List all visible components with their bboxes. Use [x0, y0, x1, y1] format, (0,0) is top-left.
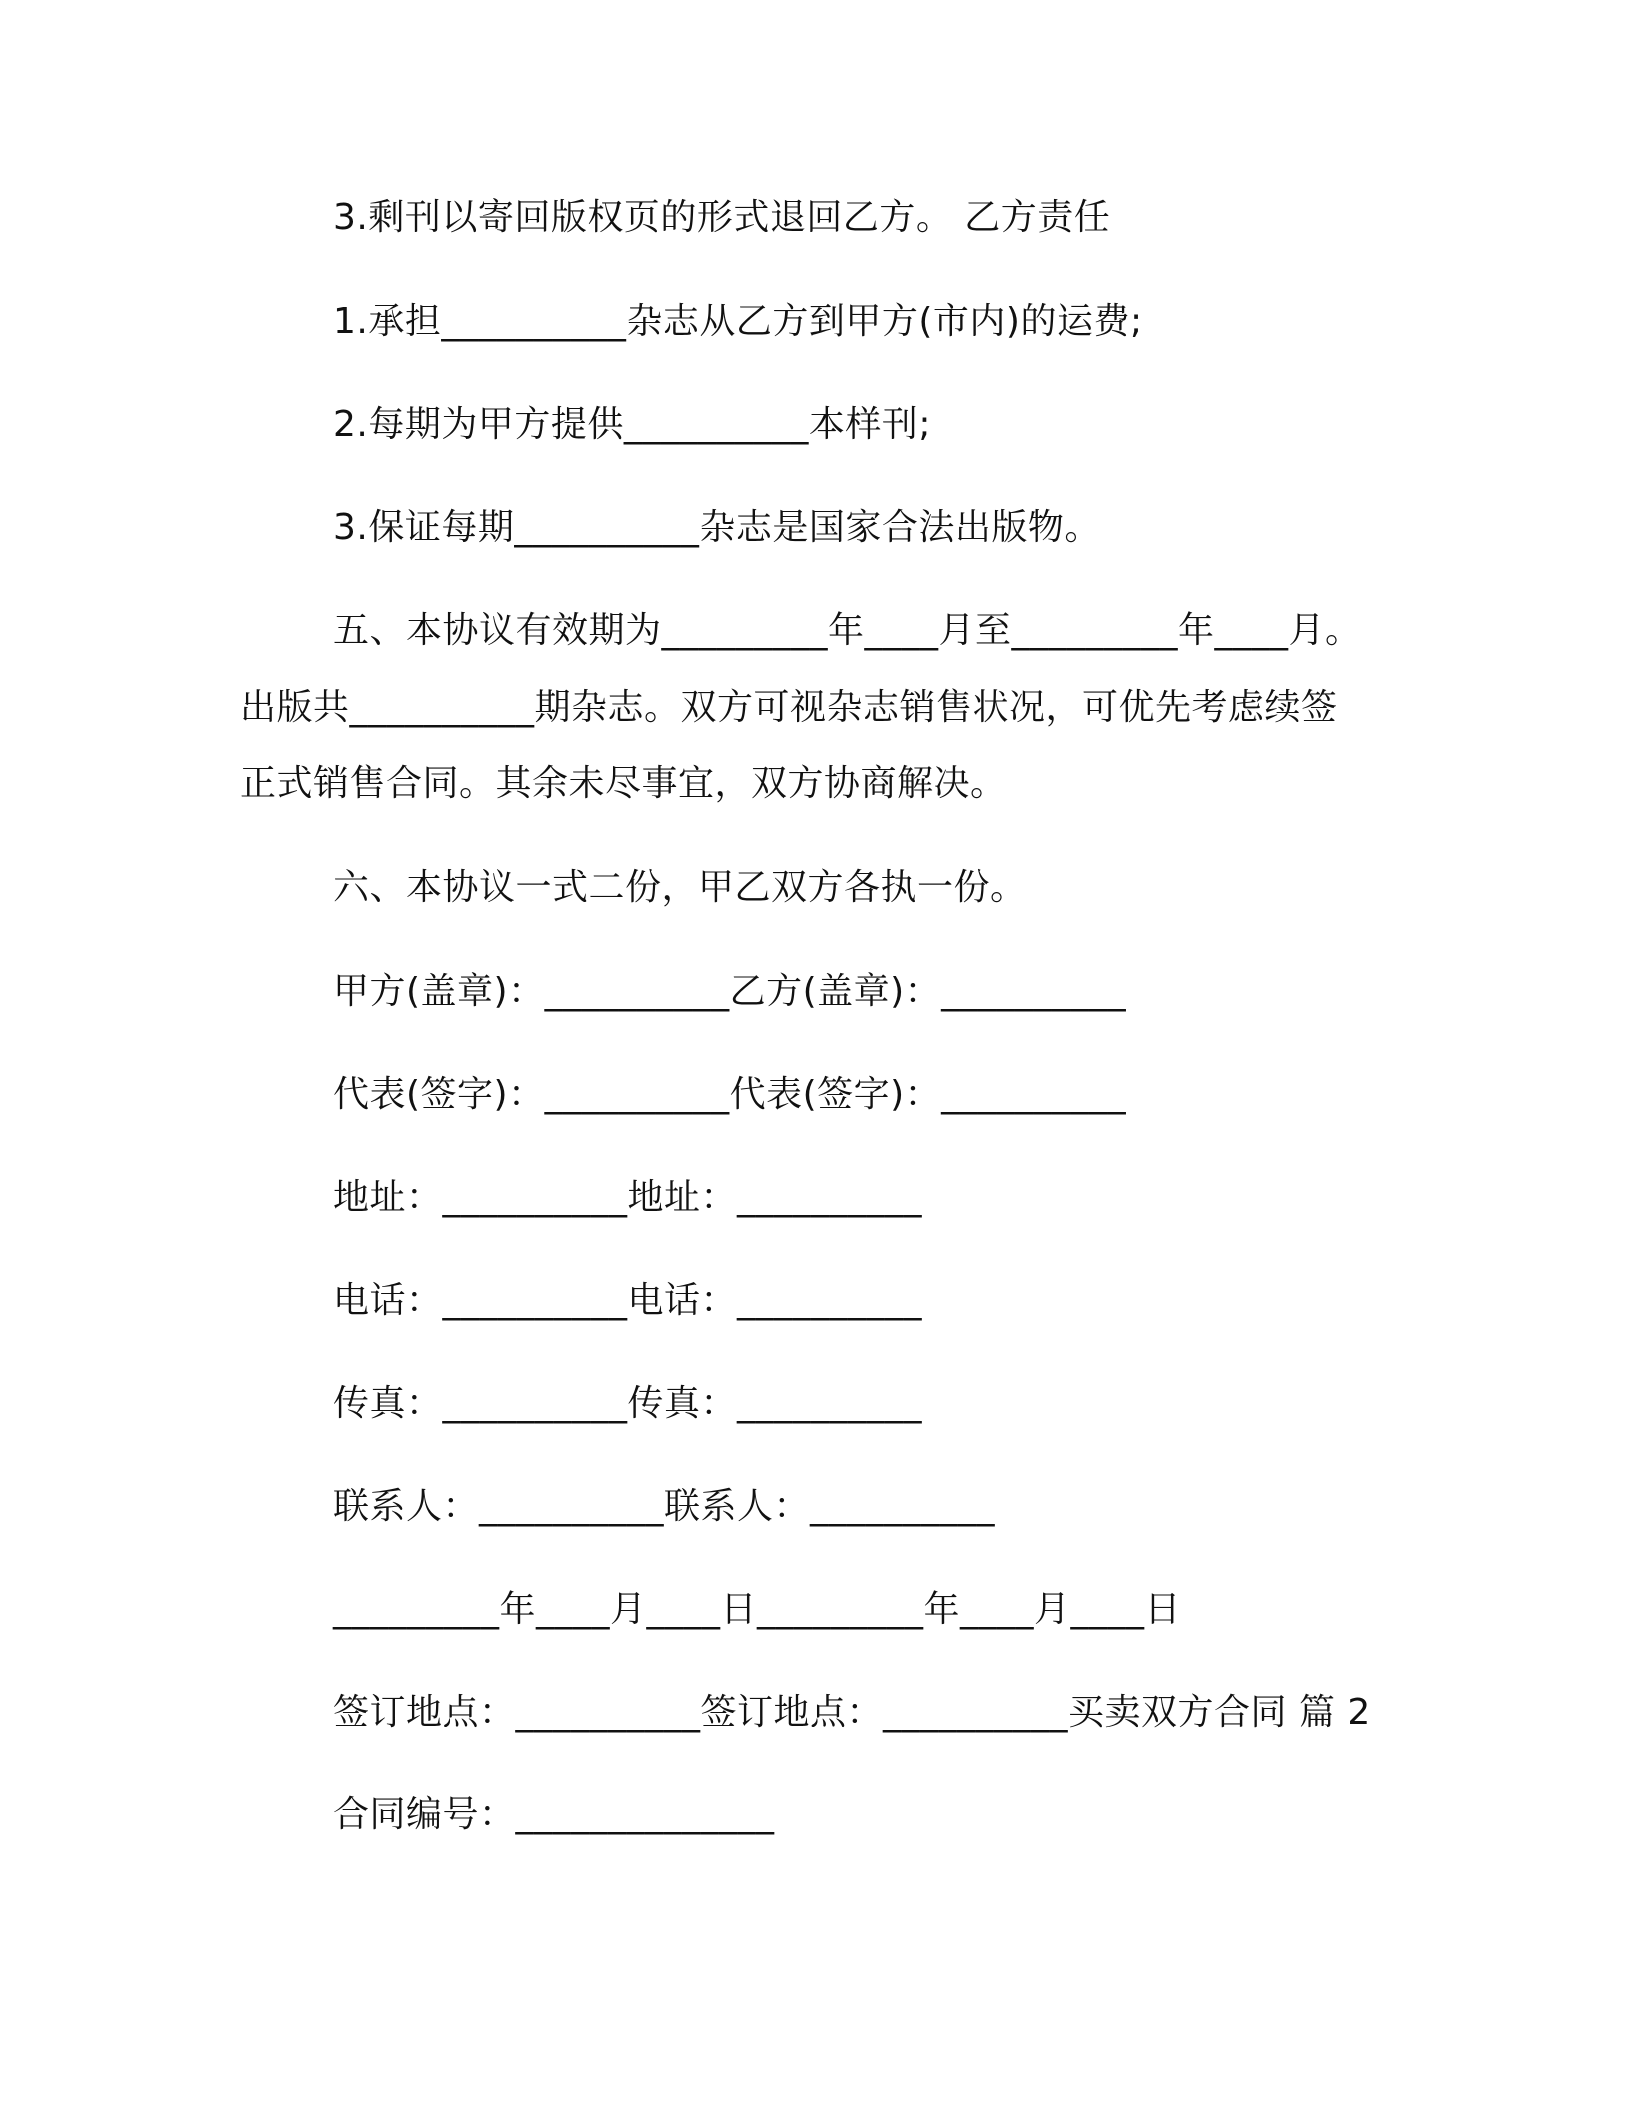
clause-validity-period: 五、本协议有效期为_________年____月至_________年____月。 — [333, 610, 1362, 651]
clause-sample-copies: 2.每期为甲方提供__________本样刊; — [333, 404, 931, 445]
signature-representative-row: 代表(签字)：__________代表(签字)：__________ — [333, 1074, 1127, 1115]
contract-number-row: 合同编号：______________ — [333, 1794, 775, 1835]
clause-copies: 六、本协议一式二份，甲乙双方各执一份。 — [333, 867, 1027, 908]
clause-validity-continued-1: 出版共__________期杂志。双方可视杂志销售状况，可优先考虑续签 — [240, 687, 1338, 728]
signature-place-row: 签订地点：__________签订地点：__________买卖双方合同 篇 2 — [333, 1692, 1371, 1733]
clause-return-copies: 3.剩刊以寄回版权页的形式退回乙方。 乙方责任 — [333, 197, 1111, 238]
clause-legal-publication: 3.保证每期__________杂志是国家合法出版物。 — [333, 507, 1101, 548]
clause-shipping: 1.承担__________杂志从乙方到甲方(市内)的运费; — [333, 301, 1143, 342]
clause-validity-continued-2: 正式销售合同。其余未尽事宜，双方协商解决。 — [240, 763, 1007, 804]
signature-date-row: _________年____月____日_________年____月____日 — [333, 1589, 1181, 1630]
signature-address-row: 地址：__________地址：__________ — [333, 1177, 923, 1218]
signature-contact-row: 联系人：__________联系人：__________ — [333, 1486, 996, 1527]
signature-phone-row: 电话：__________电话：__________ — [333, 1280, 923, 1321]
signature-fax-row: 传真：__________传真：__________ — [333, 1383, 923, 1424]
signature-seal-row: 甲方(盖章)：__________乙方(盖章)：__________ — [333, 971, 1127, 1012]
